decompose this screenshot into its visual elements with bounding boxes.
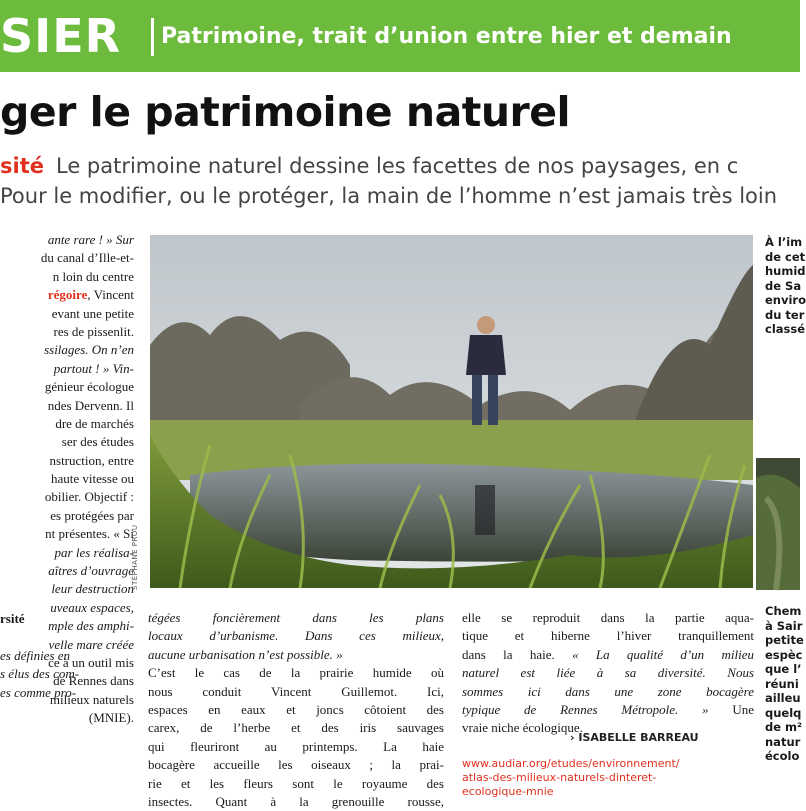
text-line: nt présentes. « Si: [45, 526, 134, 542]
caption-line: à Sair: [765, 618, 803, 633]
text-line: [462, 701, 754, 719]
text-line: nous conduit Vincent Guillemot. Ici,: [148, 683, 444, 699]
text-line: partout ! » Vin-: [53, 360, 134, 376]
link-line[interactable]: www.audiar.org/etudes/environnement/: [462, 757, 680, 770]
link-line[interactable]: atlas-des-milieux-naturels-dinteret-: [462, 771, 657, 784]
text-line: aucune urbanisation n’est possible. »: [148, 646, 343, 662]
text-line: es définies en: [0, 647, 71, 663]
text-line: vraie niche écologique.: [462, 720, 583, 736]
text-line: naturel est liée à sa diversité. Nous: [462, 665, 754, 681]
caption-line: ailleu: [765, 691, 801, 705]
section-title: SIER: [0, 9, 122, 63]
text-line: ce à un outil mis: [48, 654, 134, 670]
text-line: haute vitesse ou: [50, 471, 134, 487]
text-line: ssilages. On n’en: [44, 342, 134, 358]
photo-caption-2: [765, 604, 804, 764]
article-headline: ger le patrimoine naturel: [0, 88, 571, 136]
lead-text-1: Le patrimoine naturel dessine les facettes de nos paysages, en c: [55, 154, 739, 178]
text-line: s élus des com-: [0, 666, 80, 682]
caption-line: classé: [765, 322, 806, 336]
text-line: rsité: [0, 611, 25, 626]
caption-line: enviro: [765, 293, 806, 307]
text-line: ndes Dervenn. Il: [47, 397, 134, 413]
photo-caption-1: [765, 235, 806, 337]
column-1-bottom: [0, 610, 134, 702]
reference-link[interactable]: [462, 757, 762, 799]
caption-line: humid: [765, 264, 806, 278]
caption-line: À l’im: [765, 235, 803, 249]
text-line: tégées foncièrement dans les plans: [148, 610, 444, 625]
text-line: aîtres d’ouvrage: [48, 563, 134, 579]
text-line: res de pissenlit.: [53, 323, 134, 339]
lead-line-1: [0, 152, 738, 180]
text-line: evant une petite: [51, 305, 134, 321]
caption-line: quelq: [765, 705, 802, 720]
line-text: , Vincent: [87, 287, 134, 303]
link-line[interactable]: ecologique-mnie: [462, 785, 554, 798]
text-line: rie et les fleurs sont le royaume des: [148, 775, 444, 791]
line-text: dans la haie.: [462, 646, 573, 662]
text-line: mple des amphi-: [48, 618, 134, 634]
wetland-photo-illustration: [150, 235, 753, 588]
text-line: espaces en eaux et joncs côtoient des: [148, 701, 444, 717]
text-line: es comme pro-: [0, 684, 77, 700]
highlight-name: régoire: [47, 287, 88, 303]
path-photo-illustration: [756, 458, 800, 590]
quote-text: typique de Rennes Métropole. »: [462, 701, 709, 717]
caption-line: que l’: [765, 662, 802, 676]
text-line: [462, 646, 754, 664]
text-line: nstruction, entre: [49, 452, 134, 468]
text-line: dre de marchés: [55, 415, 134, 431]
text-line: [0, 628, 134, 646]
caption-line: espèc: [765, 647, 803, 662]
caption-line: petite: [765, 633, 804, 647]
text-line: génieur écologue: [44, 379, 134, 395]
text-line: de Rennes dans: [53, 673, 134, 689]
text-line: obilier. Objectif :: [44, 489, 134, 505]
author-byline: › ISABELLE BARREAU: [570, 731, 699, 744]
lead-line-2: Pour le modifier, ou le protéger, la main de l’homme n’est jamais très loin: [0, 184, 778, 208]
lead-kicker: sité: [0, 154, 44, 178]
caption-line: écolo: [765, 749, 800, 763]
text-line: es protégées par: [50, 507, 134, 523]
line-text: Une: [708, 701, 754, 717]
text-line: qui fleuriront au printemps. La haie: [148, 738, 444, 754]
article-photo: [150, 235, 753, 588]
caption-line: de m²: [765, 720, 803, 734]
text-line: n loin du centre: [52, 268, 134, 284]
text-line: (MNIE).: [88, 710, 134, 726]
text-line: ante rare ! » Sur: [47, 232, 134, 247]
text-line: sommes ici dans une zone bocagère: [462, 683, 754, 699]
caption-line: du ter: [765, 307, 805, 322]
column-2: [148, 609, 444, 811]
text-line: ser des études: [61, 434, 134, 450]
quote-text: « La qualité d’un milieu: [572, 646, 754, 662]
text-line: leur destruction: [51, 581, 134, 597]
text-line: velle mare créée: [48, 636, 134, 652]
banner-separator: [151, 18, 154, 56]
text-line: bocagère accueille les oiseaux ; la prai-: [148, 757, 444, 773]
text-line: par les réalisa-: [54, 544, 134, 560]
caption-line: réuni: [765, 676, 799, 691]
text-line: tique et hiberne l’hiver tranquillement: [462, 628, 754, 644]
text-line: uveaux espaces,: [50, 599, 134, 615]
text-line: C’est le cas de la prairie humide où: [148, 665, 444, 681]
caption-line: de Sa: [765, 278, 802, 293]
text-line: du canal d’Ille-et-: [40, 250, 134, 266]
caption-line: de cet: [765, 249, 806, 264]
secondary-photo: [756, 458, 800, 590]
column-3: [462, 609, 754, 738]
text-line: carex, de l’herbe et des iris sauvages: [148, 720, 444, 736]
text-line: locaux d’urbanisme. Dans ces milieux,: [148, 628, 444, 644]
caption-line: Chem: [765, 604, 802, 618]
caption-line: natur: [765, 734, 801, 749]
text-line: [0, 286, 134, 304]
section-subtitle: Patrimoine, trait d’union entre hier et demain: [161, 24, 732, 49]
text-line: insectes. Quant à la grenouille rousse,: [148, 793, 444, 809]
text-line: elle se reproduit dans la partie aqua-: [462, 610, 754, 625]
text-line: milieux naturels: [49, 691, 134, 707]
